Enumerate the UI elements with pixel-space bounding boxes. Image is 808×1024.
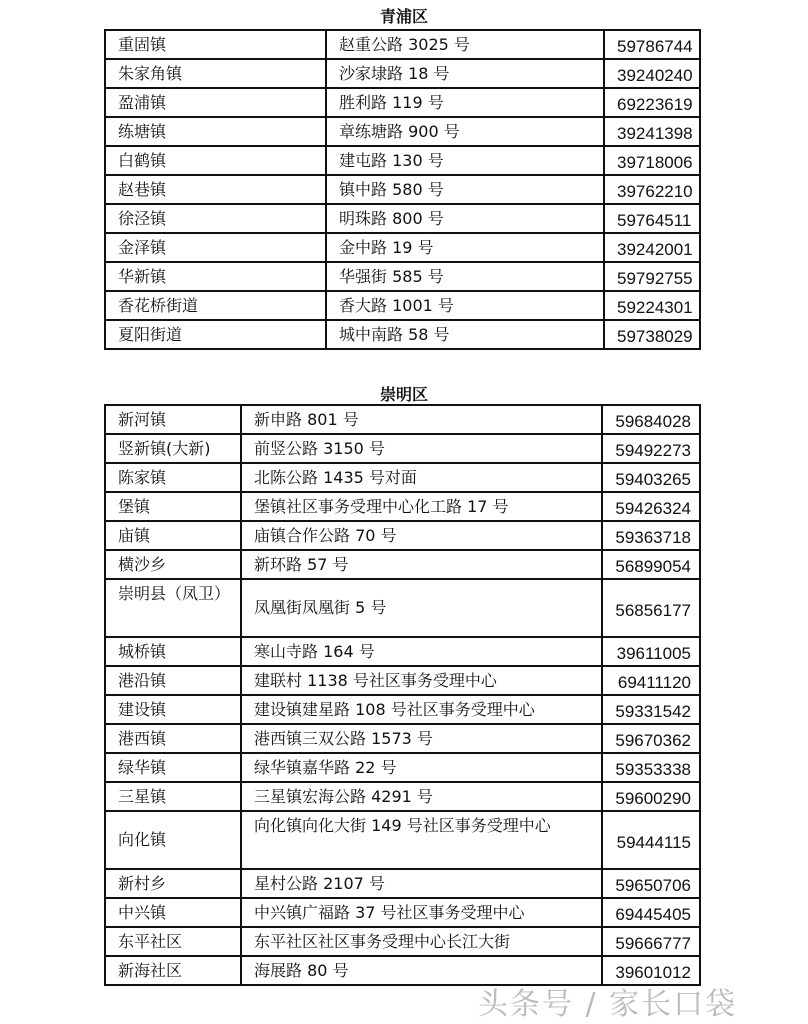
phone-number-cell: 59684028 xyxy=(602,405,700,434)
address-cell: 凤凰街凤凰街 5 号 xyxy=(241,579,602,637)
phone-number-cell: 59403265 xyxy=(602,463,700,492)
phone-number-cell: 39762210 xyxy=(604,175,700,204)
phone-number-cell: 59331542 xyxy=(602,695,700,724)
phone-number-cell: 59786744 xyxy=(604,30,700,59)
phone-number-cell: 59224301 xyxy=(604,291,700,320)
address-cell: 金中路 19 号 xyxy=(326,233,604,262)
town-name-cell: 盈浦镇 xyxy=(105,88,326,117)
phone-number-cell: 59666777 xyxy=(602,927,700,956)
phone-number-cell: 59764511 xyxy=(604,204,700,233)
address-cell: 庙镇合作公路 70 号 xyxy=(241,521,602,550)
address-cell: 寒山寺路 164 号 xyxy=(241,637,602,666)
table-row xyxy=(105,695,700,724)
phone-number-cell: 69223619 xyxy=(604,88,700,117)
town-name-cell: 堡镇 xyxy=(105,492,241,521)
address-cell: 堡镇社区事务受理中心化工路 17 号 xyxy=(241,492,602,521)
phone-number-cell: 59363718 xyxy=(602,521,700,550)
town-name-cell: 东平社区 xyxy=(105,927,241,956)
table-row xyxy=(105,233,700,262)
chongming-table xyxy=(104,404,701,986)
table-row xyxy=(105,434,700,463)
table-row xyxy=(105,811,700,869)
address-cell: 章练塘路 900 号 xyxy=(326,117,604,146)
table-row xyxy=(105,262,700,291)
table-row xyxy=(105,146,700,175)
town-name-cell: 徐泾镇 xyxy=(105,204,326,233)
phone-number-cell: 59600290 xyxy=(602,782,700,811)
phone-number-cell: 39240240 xyxy=(604,59,700,88)
address-cell: 向化镇向化大街 149 号社区事务受理中心 xyxy=(241,811,602,869)
phone-number-cell: 56856177 xyxy=(602,579,700,637)
town-name-cell: 竖新镇(大新) xyxy=(105,434,241,463)
town-name-cell: 向化镇 xyxy=(105,811,241,869)
address-cell: 港西镇三双公路 1573 号 xyxy=(241,724,602,753)
address-cell: 赵重公路 3025 号 xyxy=(326,30,604,59)
town-name-cell: 练塘镇 xyxy=(105,117,326,146)
town-name-cell: 华新镇 xyxy=(105,262,326,291)
address-cell: 明珠路 800 号 xyxy=(326,204,604,233)
town-name-cell: 新河镇 xyxy=(105,405,241,434)
table-row xyxy=(105,463,700,492)
phone-number-cell: 59492273 xyxy=(602,434,700,463)
address-cell: 星村公路 2107 号 xyxy=(241,869,602,898)
table-row xyxy=(105,550,700,579)
phone-number-cell: 39241398 xyxy=(604,117,700,146)
town-name-cell: 中兴镇 xyxy=(105,898,241,927)
town-name-cell: 城桥镇 xyxy=(105,637,241,666)
address-cell: 中兴镇广福路 37 号社区事务受理中心 xyxy=(241,898,602,927)
town-name-cell: 新海社区 xyxy=(105,956,241,985)
address-cell: 前竖公路 3150 号 xyxy=(241,434,602,463)
address-cell: 新环路 57 号 xyxy=(241,550,602,579)
table-row xyxy=(105,898,700,927)
chongming-title: 崇明区 xyxy=(379,385,428,404)
town-name-cell: 三星镇 xyxy=(105,782,241,811)
phone-number-cell: 59353338 xyxy=(602,753,700,782)
table-row xyxy=(105,666,700,695)
phone-number-cell: 56899054 xyxy=(602,550,700,579)
address-cell: 建设镇建星路 108 号社区事务受理中心 xyxy=(241,695,602,724)
phone-number-cell: 69445405 xyxy=(602,898,700,927)
town-name-cell: 港沿镇 xyxy=(105,666,241,695)
address-cell: 海展路 80 号 xyxy=(241,956,602,985)
table-row xyxy=(105,204,700,233)
phone-number-cell: 39242001 xyxy=(604,233,700,262)
table-row xyxy=(105,291,700,320)
table-row xyxy=(105,492,700,521)
town-name-cell: 朱家角镇 xyxy=(105,59,326,88)
qingpu-table xyxy=(104,29,701,350)
qingpu-title: 青浦区 xyxy=(379,7,428,26)
address-cell: 建联村 1138 号社区事务受理中心 xyxy=(241,666,602,695)
town-name-cell: 庙镇 xyxy=(105,521,241,550)
town-name-cell: 赵巷镇 xyxy=(105,175,326,204)
town-name-cell: 建设镇 xyxy=(105,695,241,724)
town-name-cell: 陈家镇 xyxy=(105,463,241,492)
phone-number-cell: 69411120 xyxy=(602,666,700,695)
table-row xyxy=(105,405,700,434)
table-row xyxy=(105,30,700,59)
address-cell: 香大路 1001 号 xyxy=(326,291,604,320)
town-name-cell: 金泽镇 xyxy=(105,233,326,262)
address-cell: 东平社区社区事务受理中心长江大街 xyxy=(241,927,602,956)
phone-number-cell: 59650706 xyxy=(602,869,700,898)
town-name-cell: 崇明县（凤卫） xyxy=(105,579,241,637)
phone-number-cell: 59444115 xyxy=(602,811,700,869)
table-row xyxy=(105,637,700,666)
phone-number-cell: 39718006 xyxy=(604,146,700,175)
address-cell: 沙家埭路 18 号 xyxy=(326,59,604,88)
table-row xyxy=(105,927,700,956)
address-cell: 北陈公路 1435 号对面 xyxy=(241,463,602,492)
phone-number-cell: 59792755 xyxy=(604,262,700,291)
town-name-cell: 夏阳街道 xyxy=(105,320,326,349)
address-cell: 绿华镇嘉华路 22 号 xyxy=(241,753,602,782)
table-row xyxy=(105,782,700,811)
table-row xyxy=(105,579,700,637)
table-row xyxy=(105,956,700,985)
address-cell: 建屯路 130 号 xyxy=(326,146,604,175)
table-row xyxy=(105,753,700,782)
table-row xyxy=(105,869,700,898)
address-cell: 胜利路 119 号 xyxy=(326,88,604,117)
phone-number-cell: 59426324 xyxy=(602,492,700,521)
table-row xyxy=(105,88,700,117)
address-cell: 镇中路 580 号 xyxy=(326,175,604,204)
table-row xyxy=(105,724,700,753)
watermark: 头条号 / 家长口袋 xyxy=(478,987,738,1022)
table-row xyxy=(105,175,700,204)
address-cell: 三星镇宏海公路 4291 号 xyxy=(241,782,602,811)
town-name-cell: 新村乡 xyxy=(105,869,241,898)
table-row xyxy=(105,117,700,146)
address-cell: 华强街 585 号 xyxy=(326,262,604,291)
table-row xyxy=(105,521,700,550)
phone-number-cell: 59670362 xyxy=(602,724,700,753)
phone-number-cell: 59738029 xyxy=(604,320,700,349)
town-name-cell: 港西镇 xyxy=(105,724,241,753)
address-cell: 新申路 801 号 xyxy=(241,405,602,434)
phone-number-cell: 39601012 xyxy=(602,956,700,985)
phone-number-cell: 39611005 xyxy=(602,637,700,666)
table-row xyxy=(105,59,700,88)
town-name-cell: 绿华镇 xyxy=(105,753,241,782)
town-name-cell: 重固镇 xyxy=(105,30,326,59)
town-name-cell: 横沙乡 xyxy=(105,550,241,579)
town-name-cell: 香花桥街道 xyxy=(105,291,326,320)
address-cell: 城中南路 58 号 xyxy=(326,320,604,349)
table-row xyxy=(105,320,700,349)
town-name-cell: 白鹤镇 xyxy=(105,146,326,175)
